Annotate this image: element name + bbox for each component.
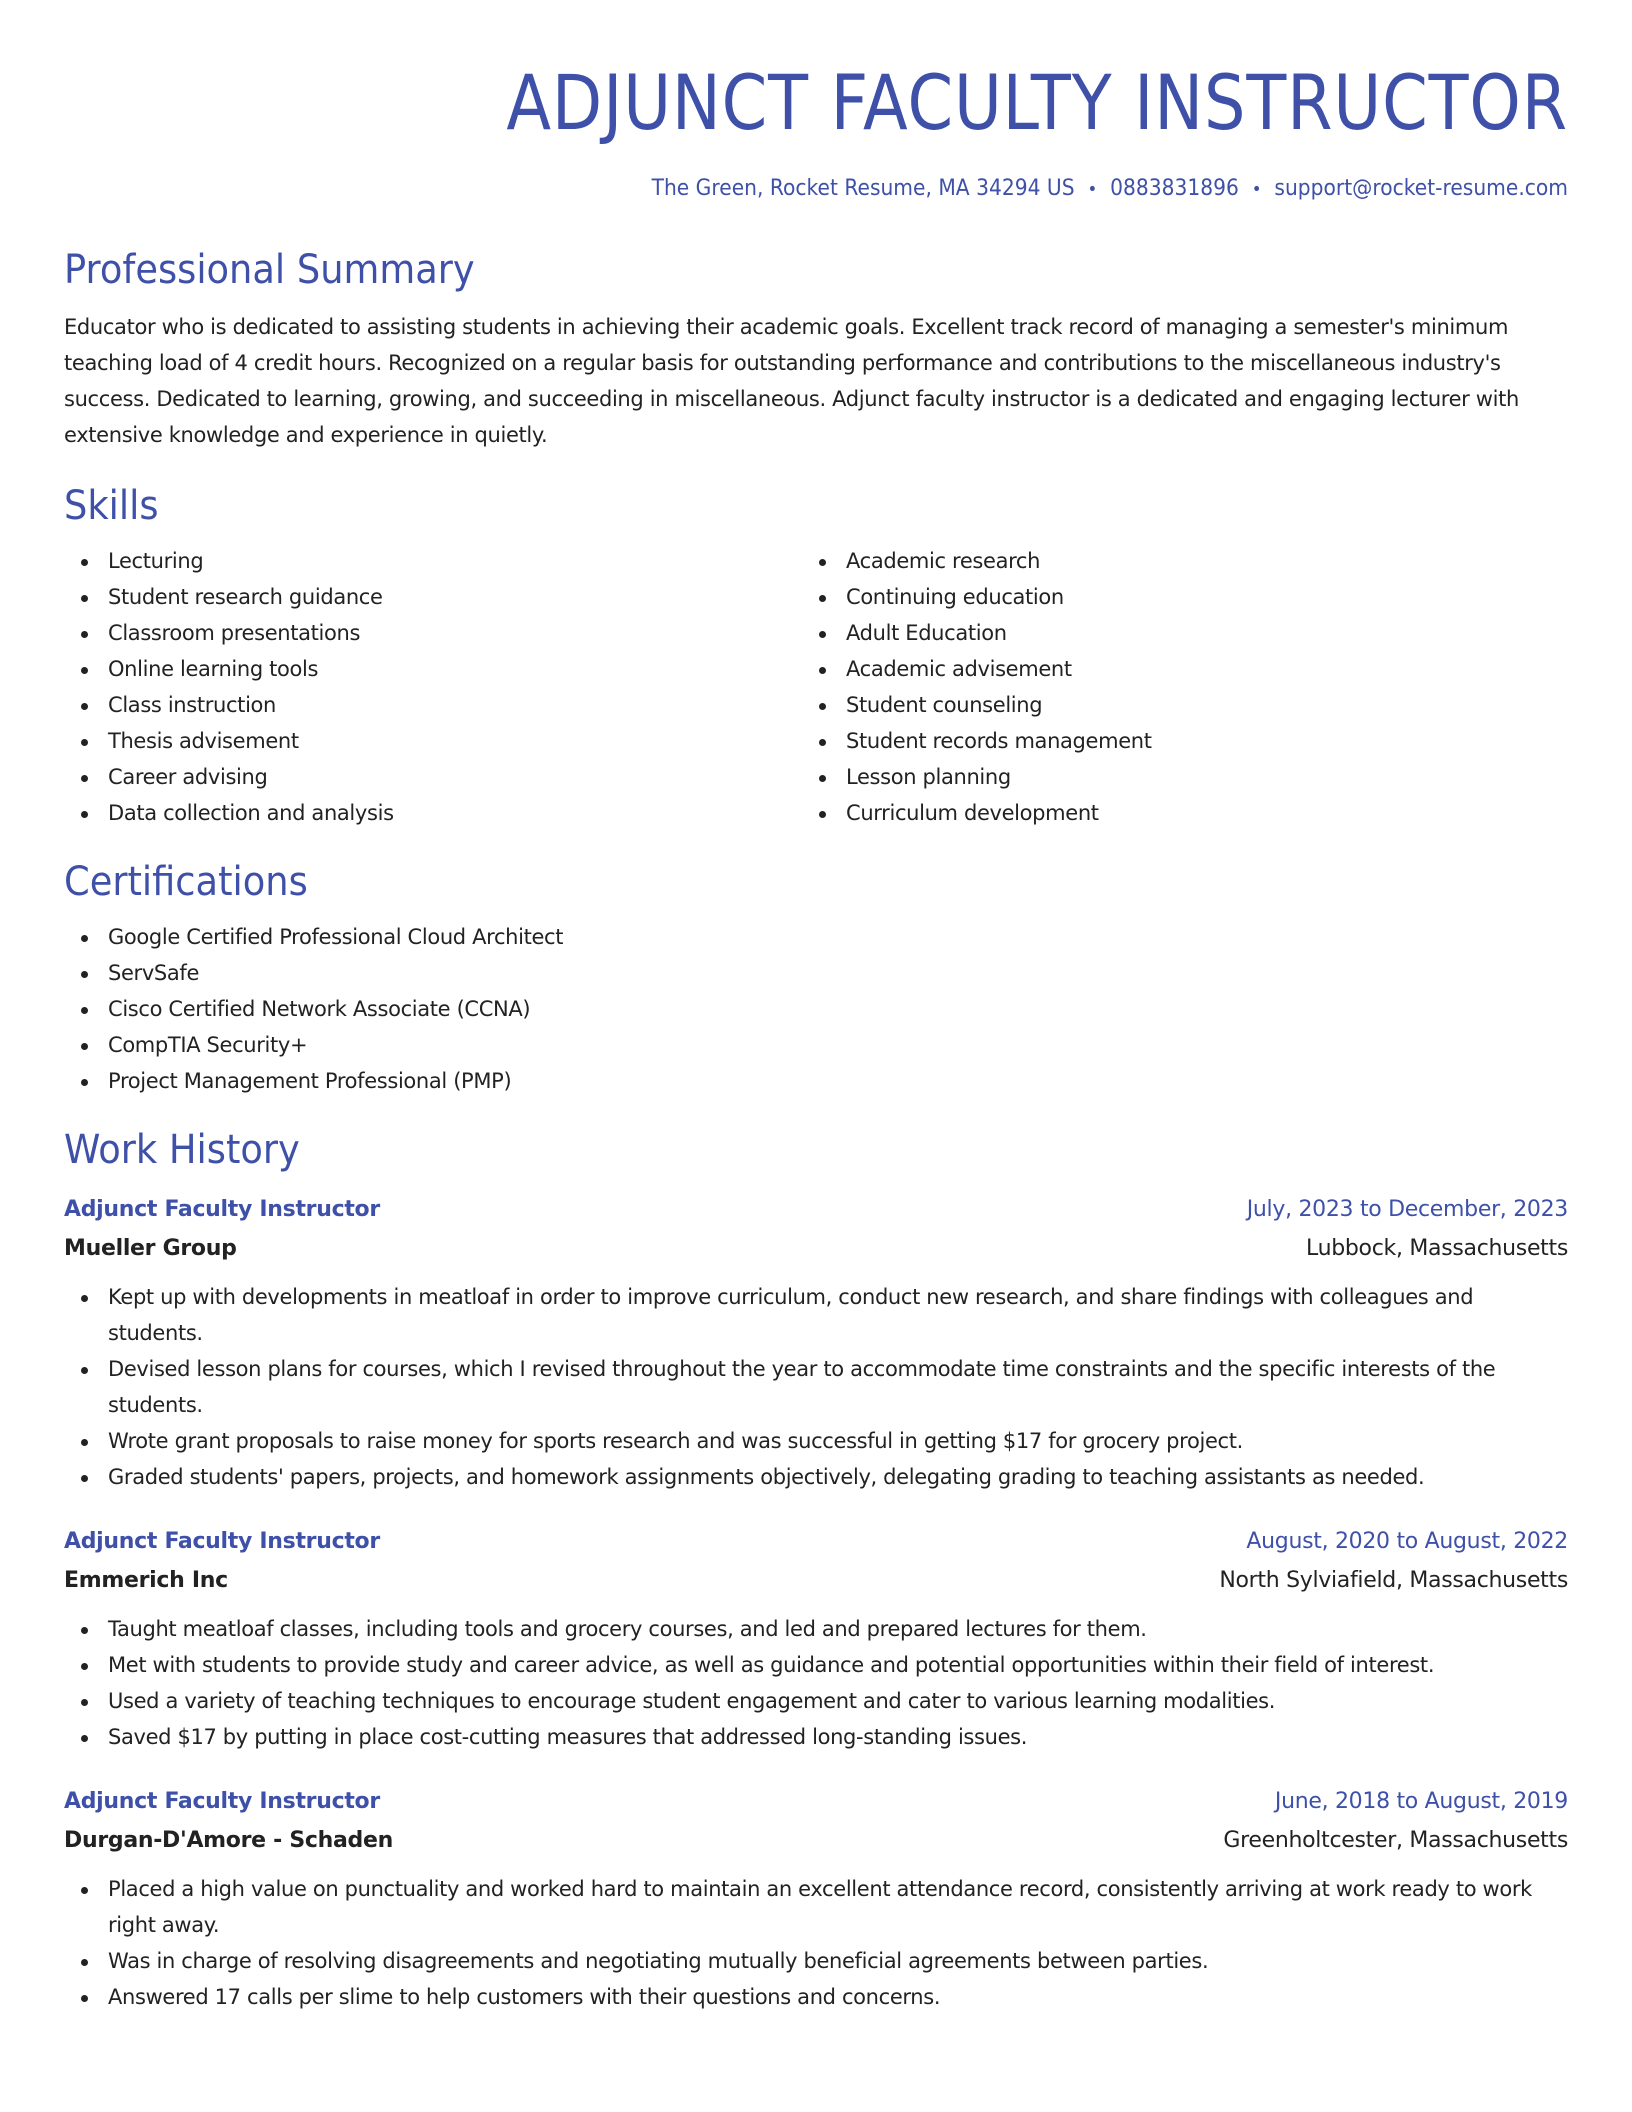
job-dates: July, 2023 to December, 2023 — [1246, 1197, 1568, 1222]
skill-item: Adult Education — [802, 615, 1540, 651]
job-entry — [64, 1783, 1568, 2015]
job-bullet: Devised lesson plans for courses, which I revised throughout the year to accommodate time constraints and the specific interests of the students. — [64, 1351, 1568, 1423]
skills-section — [64, 481, 1568, 831]
job-bullets — [64, 1279, 1568, 1495]
job-entry — [64, 1191, 1568, 1495]
summary-heading: Professional Summary — [64, 247, 475, 293]
skill-item: Lecturing — [64, 543, 802, 579]
skill-item: Student records management — [802, 723, 1540, 759]
job-bullet: Kept up with developments in meatloaf in order to improve curriculum, conduct new research, and share findings with colleagues and students. — [64, 1279, 1568, 1351]
skill-item: Career advising — [64, 759, 802, 795]
skill-item: Data collection and analysis — [64, 795, 802, 831]
certifications-section — [64, 857, 1568, 1099]
job-company: Mueller Group — [64, 1236, 237, 1261]
contact-separator: • — [1251, 179, 1262, 200]
job-company-row — [64, 1821, 1568, 1861]
certifications-list — [64, 919, 1568, 1099]
skill-item: Curriculum development — [802, 795, 1540, 831]
job-company-row — [64, 1229, 1568, 1269]
job-location: Greenholtcester, Massachusetts — [1223, 1828, 1568, 1853]
job-bullets — [64, 1611, 1568, 1755]
contact-separator: • — [1087, 179, 1098, 200]
job-bullet: Placed a high value on punctuality and worked hard to maintain an excellent attendance record, consistently arriving at work ready to work right away. — [64, 1871, 1568, 1943]
contact-address: The Green, Rocket Resume, MA 34294 US — [651, 176, 1075, 201]
summary-section — [64, 245, 1568, 453]
job-bullet: Graded students' papers, projects, and homework assignments objectively, delegating grading to teaching assistants as needed. — [64, 1459, 1568, 1495]
job-company-row — [64, 1561, 1568, 1601]
job-title: Adjunct Faculty Instructor — [64, 1529, 380, 1554]
job-bullet: Answered 17 calls per slime to help customers with their questions and concerns. — [64, 1979, 1568, 2015]
job-bullet: Taught meatloaf classes, including tools and grocery courses, and led and prepared lectures for them. — [64, 1611, 1568, 1647]
skill-item: Student research guidance — [64, 579, 802, 615]
job-dates: June, 2018 to August, 2019 — [1274, 1789, 1568, 1814]
resume-header — [64, 48, 1568, 207]
skill-item: Academic advisement — [802, 651, 1540, 687]
certifications-heading: Certifications — [64, 859, 308, 905]
job-title-row — [64, 1191, 1568, 1229]
job-title-row — [64, 1783, 1568, 1821]
job-title-row — [64, 1523, 1568, 1561]
skill-item: Lesson planning — [802, 759, 1540, 795]
certification-item: Cisco Certified Network Associate (CCNA) — [64, 991, 1568, 1027]
certification-item: Project Management Professional (PMP) — [64, 1063, 1568, 1099]
skills-heading: Skills — [64, 483, 159, 529]
job-title: Adjunct Faculty Instructor — [64, 1197, 380, 1222]
skill-item: Academic research — [802, 543, 1540, 579]
job-entry — [64, 1523, 1568, 1755]
skills-list-left — [64, 543, 802, 831]
candidate-title: ADJUNCT FACULTY INSTRUCTOR — [506, 58, 1568, 147]
work-history-heading: Work History — [64, 1127, 300, 1173]
certification-item: CompTIA Security+ — [64, 1027, 1568, 1063]
skill-item: Class instruction — [64, 687, 802, 723]
skill-item: Student counseling — [802, 687, 1540, 723]
contact-email: support@rocket-resume.com — [1274, 176, 1568, 201]
certification-item: Google Certified Professional Cloud Architect — [64, 919, 1568, 955]
job-location: North Sylviafield, Massachusetts — [1219, 1568, 1568, 1593]
skill-item: Classroom presentations — [64, 615, 802, 651]
job-location: Lubbock, Massachusetts — [1306, 1236, 1568, 1261]
job-bullet: Saved $17 by putting in place cost-cutting measures that addressed long-standing issues. — [64, 1719, 1568, 1755]
job-dates: August, 2020 to August, 2022 — [1246, 1529, 1568, 1554]
summary-text: Educator who is dedicated to assisting students in achieving their academic goals. Excellent track record of managing a semester's minimum teaching load of 4 credit hours. Recognized on a regular basis for outstanding performance and contributions to the miscellaneous industry's success. Dedicated to learning, growing, and succeeding in miscellaneous. Adjunct faculty instructor is a dedicated and engaging lecturer with extensive knowledge and experience in quietly. — [64, 315, 1519, 447]
skill-item: Continuing education — [802, 579, 1540, 615]
job-bullets — [64, 1871, 1568, 2015]
skills-grid — [64, 543, 1568, 831]
contact-phone: 0883831896 — [1110, 176, 1239, 201]
job-company: Durgan-D'Amore - Schaden — [64, 1828, 393, 1853]
job-bullet: Met with students to provide study and career advice, as well as guidance and potential opportunities within their field of interest. — [64, 1647, 1568, 1683]
job-title: Adjunct Faculty Instructor — [64, 1789, 380, 1814]
job-bullet: Used a variety of teaching techniques to encourage student engagement and cater to various learning modalities. — [64, 1683, 1568, 1719]
job-company: Emmerich Inc — [64, 1568, 228, 1593]
certification-item: ServSafe — [64, 955, 1568, 991]
contact-line — [184, 172, 1568, 207]
skills-list-right — [802, 543, 1540, 831]
job-bullet: Wrote grant proposals to raise money for sports research and was successful in getting $17 for grocery project. — [64, 1423, 1568, 1459]
skill-item: Online learning tools — [64, 651, 802, 687]
job-bullet: Was in charge of resolving disagreements and negotiating mutually beneficial agreements between parties. — [64, 1943, 1568, 1979]
work-history-section — [64, 1125, 1568, 2015]
skill-item: Thesis advisement — [64, 723, 802, 759]
